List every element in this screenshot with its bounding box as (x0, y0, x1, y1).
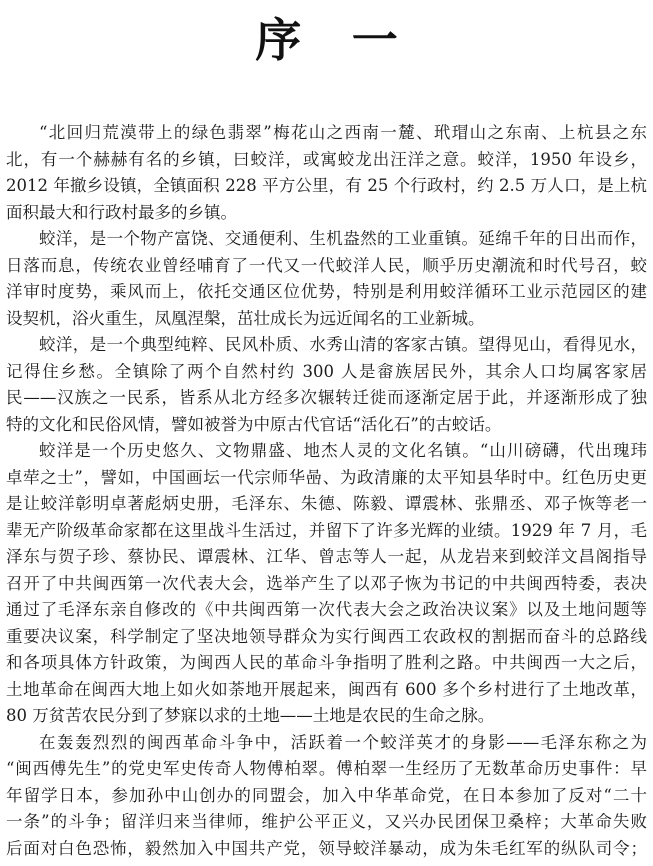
paragraph-3 (6, 332, 647, 438)
text-line: 2012 年撤乡设镇，全镇面积 228 平方公里，有 25 个行政村，约 2.5 万人口，是上杭 (6, 176, 647, 195)
text-line: 年留学日本，参加孙中山创办的同盟会，加入中华革命党，在日本参加了反对“二十 (6, 785, 647, 805)
text-line: 一条”的斗争；留洋归来当律师，维护公平正义，又兴办民团保卫桑梓；大革命失败 (6, 812, 647, 831)
text-line: 面积最大和行政村最多的乡镇。 (6, 202, 237, 222)
text-line: 蛟洋，是一个物产富饶、交通便利、生机盎然的工业重镇。延绵千年的日出而作， (39, 229, 647, 248)
text-line: 蛟洋，是一个典型纯粹、民风朴质、水秀山清的客家古镇。望得见山，看得见水， (39, 335, 647, 354)
text-line: 召开了中共闽西第一次代表大会，选举产生了以邓子恢为书记的中共闽西特委，表决 (6, 573, 647, 593)
text-line: 卓荦之士”，譬如，中国画坛一代宗师华喦、为政清廉的太平知县华时中。红色历史更 (6, 467, 647, 487)
paragraph-1 (6, 120, 647, 226)
text-line: 日落而息，传统农业曾经哺育了一代又一代蛟洋人民，顺乎历史潮流和时代号召，蛟 (6, 255, 647, 275)
text-line: 后面对白色恐怖，毅然加入中国共产党，领导蛟洋暴动，成为朱毛红军的纵队司令； (6, 838, 647, 858)
text-line: 和各项具体方针政策，为闽西人民的革命斗争指明了胜利之路。中共闽西一大之后， (6, 653, 647, 672)
text-line: 在轰轰烈烈的闽西革命斗争中，活跃着一个蛟洋英才的身影——毛泽东称之为 (39, 732, 647, 752)
text-line: 洋审时度势，乘风而上，依托交通区位优势，特别是利用蛟洋循环工业示范园区的建 (6, 282, 647, 301)
text-line: 通过了毛泽东亲自修改的《中共闽西第一次代表大会之政治决议案》以及土地问题等 (6, 600, 647, 619)
paragraph-4 (6, 438, 647, 730)
preface-body (6, 120, 647, 864)
text-line: 重要决议案，科学制定了坚决地领导群众为实行闽西工农政权的割据而奋斗的总路线 (6, 626, 647, 646)
text-line: 辈无产阶级革命家都在这里战斗生活过，并留下了许多光辉的业绩。1929 年 7 月，毛 (6, 520, 647, 540)
text-line: 泽东与贺子珍、蔡协民、谭震林、江华、曾志等人一起，从龙岩来到蛟洋文昌阁指导 (6, 547, 647, 566)
text-line: “闽西傅先生”的党史军史传奇人物傅柏翠。傅柏翠一生经历了无数革命历史事件：早 (6, 759, 647, 778)
text-line: 蛟洋是一个历史悠久、文物鼎盛、地杰人灵的文化名镇。“山川磅礴，代出瑰玮 (39, 441, 647, 460)
text-line: 记得住乡愁。全镇除了两个自然村约 300 人是畲族居民外，其余人口均属客家居 (6, 361, 647, 381)
page-title: 序 一 (255, 13, 398, 67)
text-line: 北，有一个赫赫有名的乡镇，曰蛟洋，或寓蛟龙出汪洋之意。蛟洋，1950 年设乡， (6, 149, 647, 169)
text-line: “北回归荒漠带上的绿色翡翠”梅花山之西南一麓、玳瑁山之东南、上杭县之东 (39, 123, 647, 142)
paragraph-2 (6, 226, 647, 332)
text-line: 土地革命在闽西大地上如火如荼地开展起来，闽西有 600 多个乡村进行了土地改革， (6, 679, 647, 699)
paragraph-5 (6, 730, 647, 863)
text-line: 是让蛟洋彰明卓著彪炳史册，毛泽东、朱德、陈毅、谭震林、张鼎丞、邓子恢等老一 (6, 494, 647, 513)
text-line: 民——汉族之一民系，皆系从北方经多次辗转迁徙而逐渐定居于此，并逐渐形成了独 (6, 388, 647, 407)
text-line: 设契机，浴火重生，凤凰涅槃，茁壮成长为远近闻名的工业新城。 (6, 308, 485, 328)
text-line: 特的文化和民俗风情，譬如被誉为中原古代官话“活化石”的古蛟话。 (6, 414, 502, 434)
text-line: 80 万贫苦农民分到了梦寐以求的土地——土地是农民的生命之脉。 (6, 706, 495, 725)
